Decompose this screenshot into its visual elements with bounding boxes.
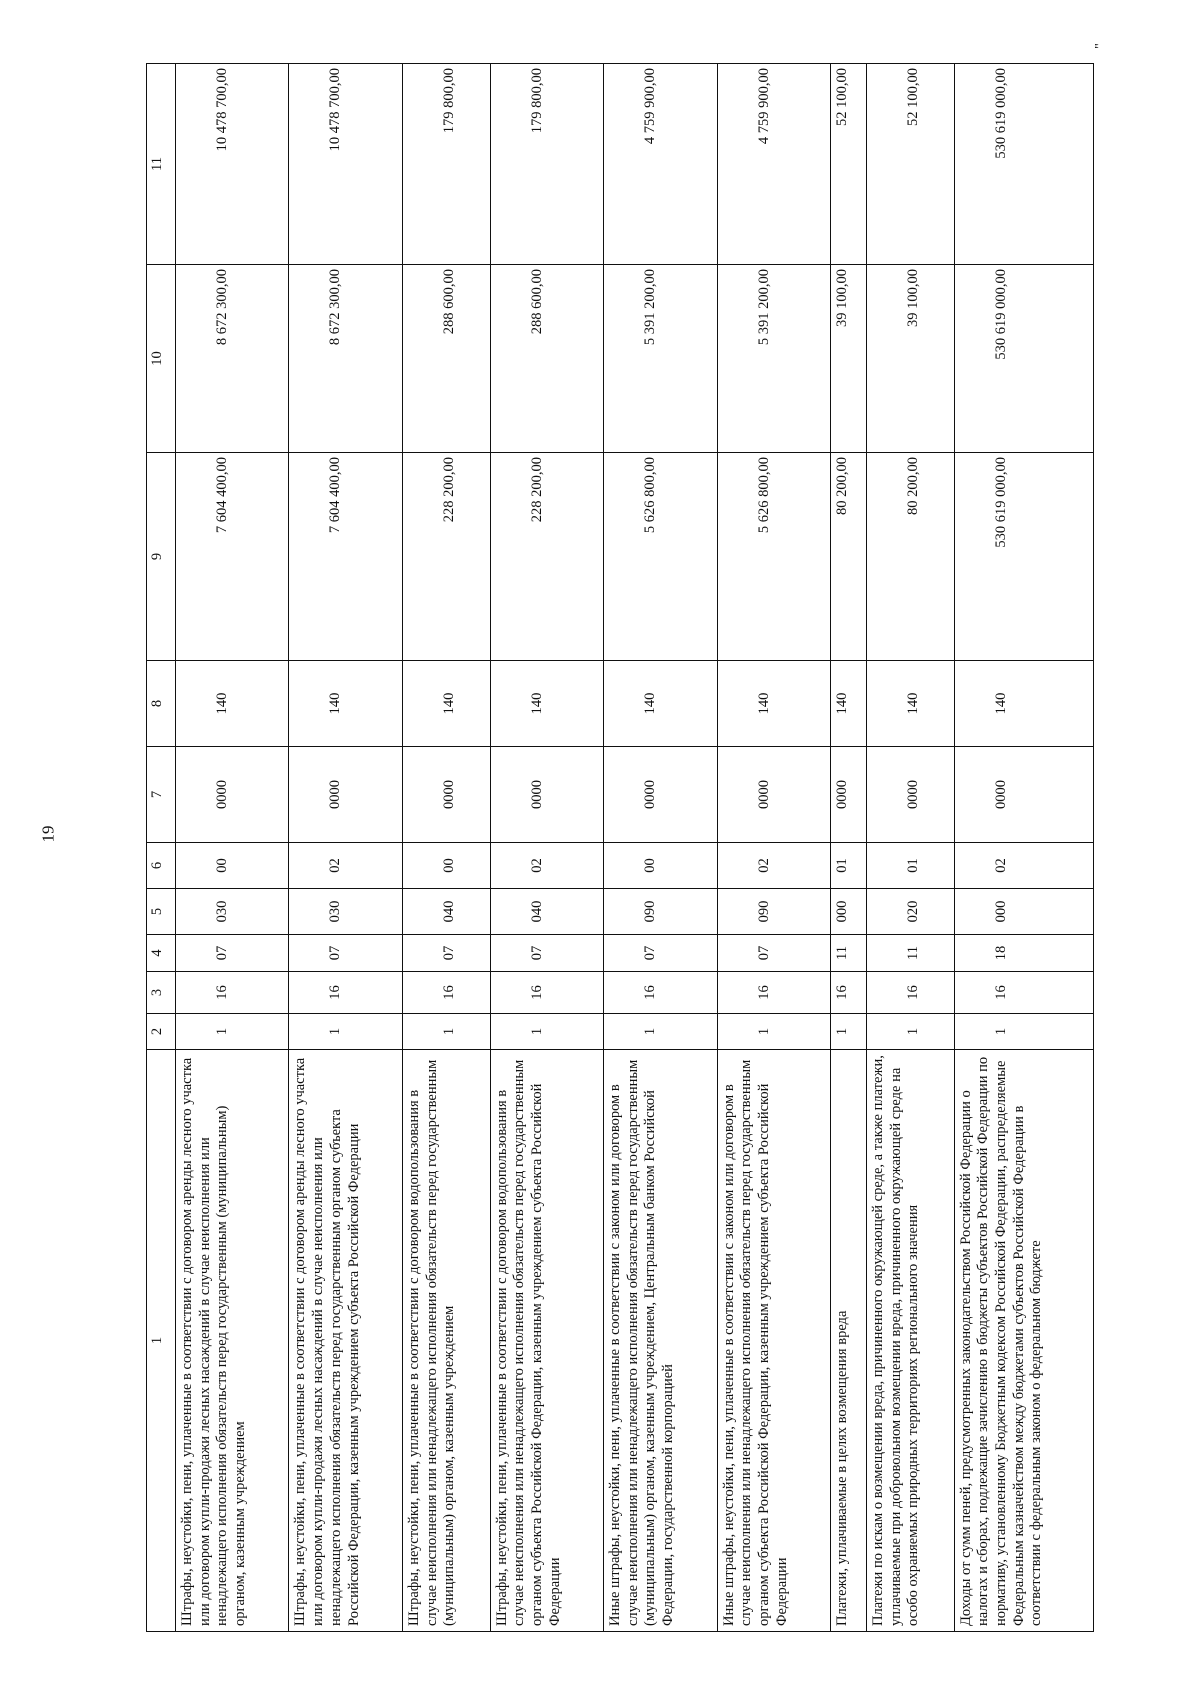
table-row [954, 64, 1093, 1632]
table-row [490, 64, 603, 1632]
row-description: Платежи, уплачиваемые в целях возмещения вреда [831, 1050, 867, 1632]
code-cell: 0000 [604, 747, 717, 843]
amount-cell: 52 100,00 [867, 64, 955, 265]
amount-cell: 80 200,00 [867, 453, 955, 661]
table-row [867, 64, 955, 1632]
code-cell: 16 [717, 972, 830, 1014]
row-description: Штрафы, неустойки, пени, уплаченные в соответствии с договором водопользования в случае неисполнения или ненадлежащего исполнения обязательств перед государственным органом субъекта Российской Федерации, казенным учреждением субъекта Российской Федерации [490, 1050, 603, 1632]
amount-cell: 10 478 700,00 [289, 64, 402, 265]
code-cell: 18 [954, 935, 1093, 972]
code-cell: 02 [289, 843, 402, 889]
code-cell: 040 [490, 889, 603, 935]
code-cell: 00 [176, 843, 289, 889]
header-cell: 6 [147, 843, 176, 889]
header-cell: 2 [147, 1014, 176, 1050]
code-cell: 1 [490, 1014, 603, 1050]
code-cell: 140 [717, 661, 830, 747]
revenue-table [146, 63, 1094, 1632]
header-cell: 9 [147, 453, 176, 661]
table-row [831, 64, 867, 1632]
code-cell: 0000 [831, 747, 867, 843]
row-description: Иные штрафы, неустойки, пени, уплаченные в соответствии с законом или договором в случае неисполнения или ненадлежащего исполнения обязательств перед государственным органом субъекта Российской Федерации, казенным учреждением субъекта Российской Федерации [717, 1050, 830, 1632]
amount-cell: 4 759 900,00 [717, 64, 830, 265]
code-cell: 16 [289, 972, 402, 1014]
row-description: Штрафы, неустойки, пени, уплаченные в соответствии с договором аренды лесного участка или договором купли-продажи лесных насаждений в случае неисполнения или ненадлежащего исполнения обязательств перед государственным (муниципальным) органом, казенным учреждением [176, 1050, 289, 1632]
code-cell: 030 [176, 889, 289, 935]
header-cell: 10 [147, 265, 176, 453]
code-cell: 1 [717, 1014, 830, 1050]
amount-cell: 530 619 000,00 [954, 453, 1093, 661]
amount-cell: 7 604 400,00 [176, 453, 289, 661]
row-description: Штрафы, неустойки, пени, уплаченные в соответствии с договором водопользования в случае неисполнения или ненадлежащего исполнения обязательств перед государственным (муниципальным) органом, казенным учреждением [402, 1050, 490, 1632]
table-row [176, 64, 289, 1632]
amount-cell: 179 800,00 [402, 64, 490, 265]
amount-cell: 4 759 900,00 [604, 64, 717, 265]
code-cell: 16 [867, 972, 955, 1014]
header-cell: 3 [147, 972, 176, 1014]
amount-cell: 5 626 800,00 [717, 453, 830, 661]
header-cell: 11 [147, 64, 176, 265]
code-cell: 0000 [490, 747, 603, 843]
amount-cell: 179 800,00 [490, 64, 603, 265]
amount-cell: 530 619 000,00 [954, 265, 1093, 453]
code-cell: 020 [867, 889, 955, 935]
code-cell: 1 [867, 1014, 955, 1050]
code-cell: 140 [402, 661, 490, 747]
amount-cell: 228 200,00 [402, 453, 490, 661]
code-cell: 07 [490, 935, 603, 972]
code-cell: 090 [717, 889, 830, 935]
amount-cell: 228 200,00 [490, 453, 603, 661]
code-cell: 040 [402, 889, 490, 935]
code-cell: 1 [831, 1014, 867, 1050]
amount-cell: 39 100,00 [831, 265, 867, 453]
amount-cell: 8 672 300,00 [176, 265, 289, 453]
row-description: Штрафы, неустойки, пени, уплаченные в соответствии с договором аренды лесного участка или договором купли-продажи лесных насаждений в случае неисполнения или ненадлежащего исполнения обязательств перед государственным органом субъекта Российской Федерации, казенным учреждением субъекта Российской Федерации [289, 1050, 402, 1632]
code-cell: 07 [604, 935, 717, 972]
code-cell: 07 [176, 935, 289, 972]
code-cell: 140 [490, 661, 603, 747]
code-cell: 02 [954, 843, 1093, 889]
code-cell: 140 [604, 661, 717, 747]
code-cell: 01 [831, 843, 867, 889]
code-cell: 07 [289, 935, 402, 972]
page-number: 19 [38, 825, 58, 843]
code-cell: 16 [490, 972, 603, 1014]
header-cell: 8 [147, 661, 176, 747]
code-cell: 00 [604, 843, 717, 889]
code-cell: 1 [402, 1014, 490, 1050]
amount-cell: 8 672 300,00 [289, 265, 402, 453]
code-cell: 0000 [717, 747, 830, 843]
row-description: Доходы от сумм пеней, предусмотренных законодательством Российской Федерации о налогах и сборах, подлежащие зачислению в бюджеты субъектов Российской Федерации по нормативу, установленному Бюджетным кодексом Российской Федерации, распределяемые Федеральным казначейством между бюджетами субъектов Российской Федерации в соответствии с федеральным законом о федеральном бюджете [954, 1050, 1093, 1632]
header-cell: 7 [147, 747, 176, 843]
code-cell: 1 [954, 1014, 1093, 1050]
code-cell: 140 [954, 661, 1093, 747]
table-row [604, 64, 717, 1632]
code-cell: 01 [867, 843, 955, 889]
code-cell: 090 [604, 889, 717, 935]
row-description: Платежи по искам о возмещении вреда, причиненного окружающей среде, а также платежи, уплачиваемые при добровольном возмещении вреда, причиненного окружающей среде на особо охраняемых природных территориях регионального значения [867, 1050, 955, 1632]
code-cell: 16 [604, 972, 717, 1014]
code-cell: 0000 [176, 747, 289, 843]
amount-cell: 5 391 200,00 [717, 265, 830, 453]
row-description: Иные штрафы, неустойки, пени, уплаченные в соответствии с законом или договором в случае неисполнения или ненадлежащего исполнения обязательств перед государственным (муниципальным) органом, казенным учреждением, Центральным банком Российской Федерации, государственной корпорацией [604, 1050, 717, 1632]
header-row [147, 64, 176, 1632]
code-cell: 16 [954, 972, 1093, 1014]
code-cell: 16 [402, 972, 490, 1014]
code-cell: 0000 [289, 747, 402, 843]
code-cell: 030 [289, 889, 402, 935]
table-row [289, 64, 402, 1632]
amount-cell: 7 604 400,00 [289, 453, 402, 661]
code-cell: 000 [954, 889, 1093, 935]
closing-quote-mark: " [1092, 43, 1108, 49]
amount-cell: 288 600,00 [490, 265, 603, 453]
code-cell: 07 [402, 935, 490, 972]
amount-cell: 52 100,00 [831, 64, 867, 265]
code-cell: 16 [176, 972, 289, 1014]
amount-cell: 530 619 000,00 [954, 64, 1093, 265]
code-cell: 000 [831, 889, 867, 935]
code-cell: 02 [490, 843, 603, 889]
rotated-table-frame [146, 64, 1094, 1632]
code-cell: 140 [867, 661, 955, 747]
code-cell: 1 [176, 1014, 289, 1050]
code-cell: 1 [604, 1014, 717, 1050]
amount-cell: 39 100,00 [867, 265, 955, 453]
code-cell: 11 [867, 935, 955, 972]
amount-cell: 288 600,00 [402, 265, 490, 453]
code-cell: 07 [717, 935, 830, 972]
amount-cell: 5 626 800,00 [604, 453, 717, 661]
amount-cell: 80 200,00 [831, 453, 867, 661]
code-cell: 140 [831, 661, 867, 747]
table-row [717, 64, 830, 1632]
header-cell: 1 [147, 1050, 176, 1632]
code-cell: 02 [717, 843, 830, 889]
code-cell: 1 [289, 1014, 402, 1050]
code-cell: 00 [402, 843, 490, 889]
header-cell: 4 [147, 935, 176, 972]
table-row [402, 64, 490, 1632]
code-cell: 0000 [954, 747, 1093, 843]
header-cell: 5 [147, 889, 176, 935]
amount-cell: 10 478 700,00 [176, 64, 289, 265]
code-cell: 140 [176, 661, 289, 747]
code-cell: 0000 [402, 747, 490, 843]
amount-cell: 5 391 200,00 [604, 265, 717, 453]
code-cell: 16 [831, 972, 867, 1014]
code-cell: 0000 [867, 747, 955, 843]
code-cell: 140 [289, 661, 402, 747]
code-cell: 11 [831, 935, 867, 972]
